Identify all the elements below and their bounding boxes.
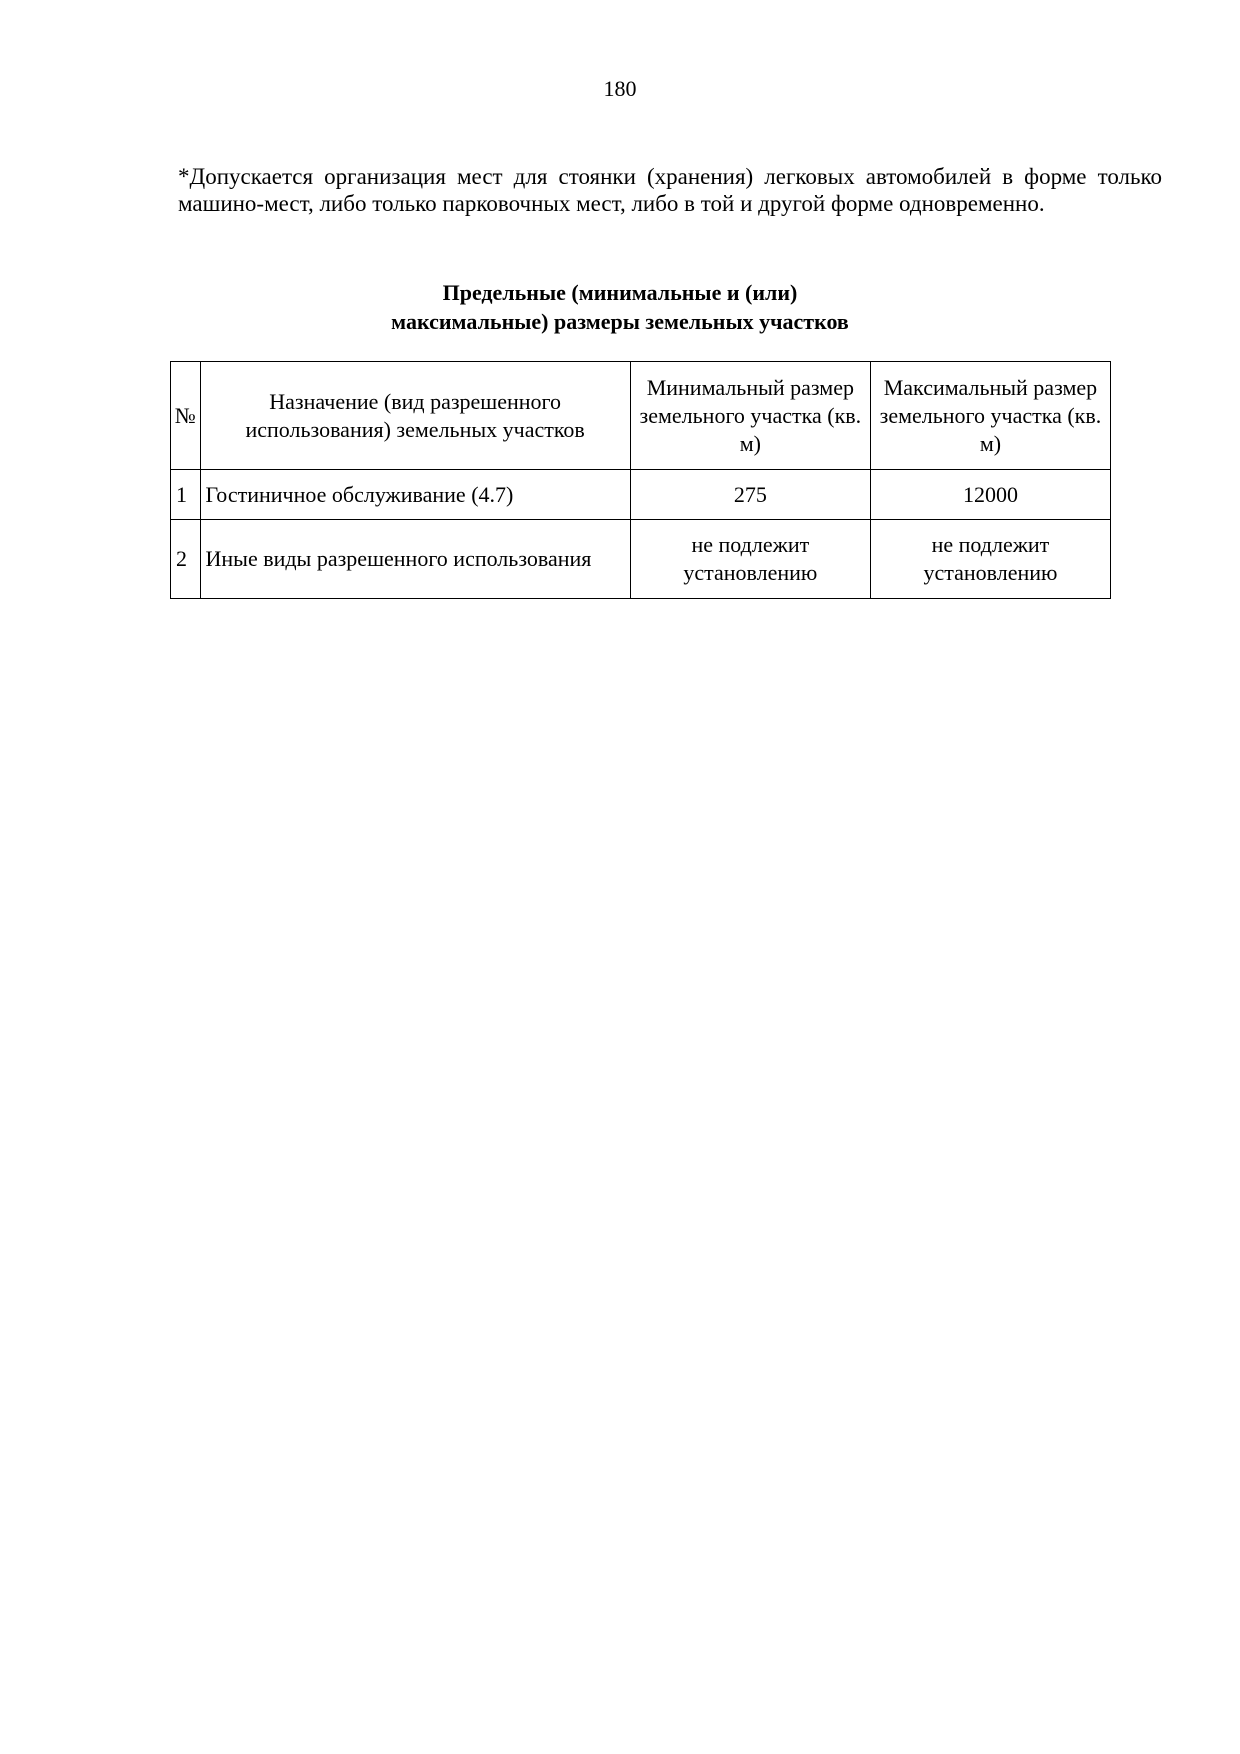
header-max-size: Максимальный размер земельного участка (кв. м): [870, 362, 1110, 470]
row-max-size: 12000: [870, 470, 1110, 520]
row-number: 1: [171, 470, 201, 520]
header-purpose: Назначение (вид разрешенного использования) земельных участков: [200, 362, 630, 470]
row-max-size: не подлежит установлению: [870, 520, 1110, 599]
page-number: 180: [603, 76, 637, 101]
table-header-row: [171, 362, 1111, 470]
land-plot-size-table: [170, 361, 1111, 599]
row-min-size: 275: [630, 470, 870, 520]
table-row: [171, 520, 1111, 599]
table-title-line-2: максимальные) размеры земельных участков: [391, 309, 849, 334]
header-min-size: Минимальный размер земельного участка (кв. м): [630, 362, 870, 470]
table-title: [0, 278, 1240, 336]
row-min-size: не подлежит установлению: [630, 520, 870, 599]
row-purpose: Гостиничное обслуживание (4.7): [200, 470, 630, 520]
table-row: [171, 470, 1111, 520]
row-number: 2: [171, 520, 201, 599]
row-purpose: Иные виды разрешенного использования: [200, 520, 630, 599]
header-number: №: [171, 362, 201, 470]
parking-note: *Допускается организация мест для стоянки (хранения) легковых автомобилей в форме только машино-мест, либо только парковочных мест, либо в той и другой форме одновременно.: [178, 164, 1162, 216]
table-title-line-1: Предельные (минимальные и (или): [442, 280, 798, 305]
